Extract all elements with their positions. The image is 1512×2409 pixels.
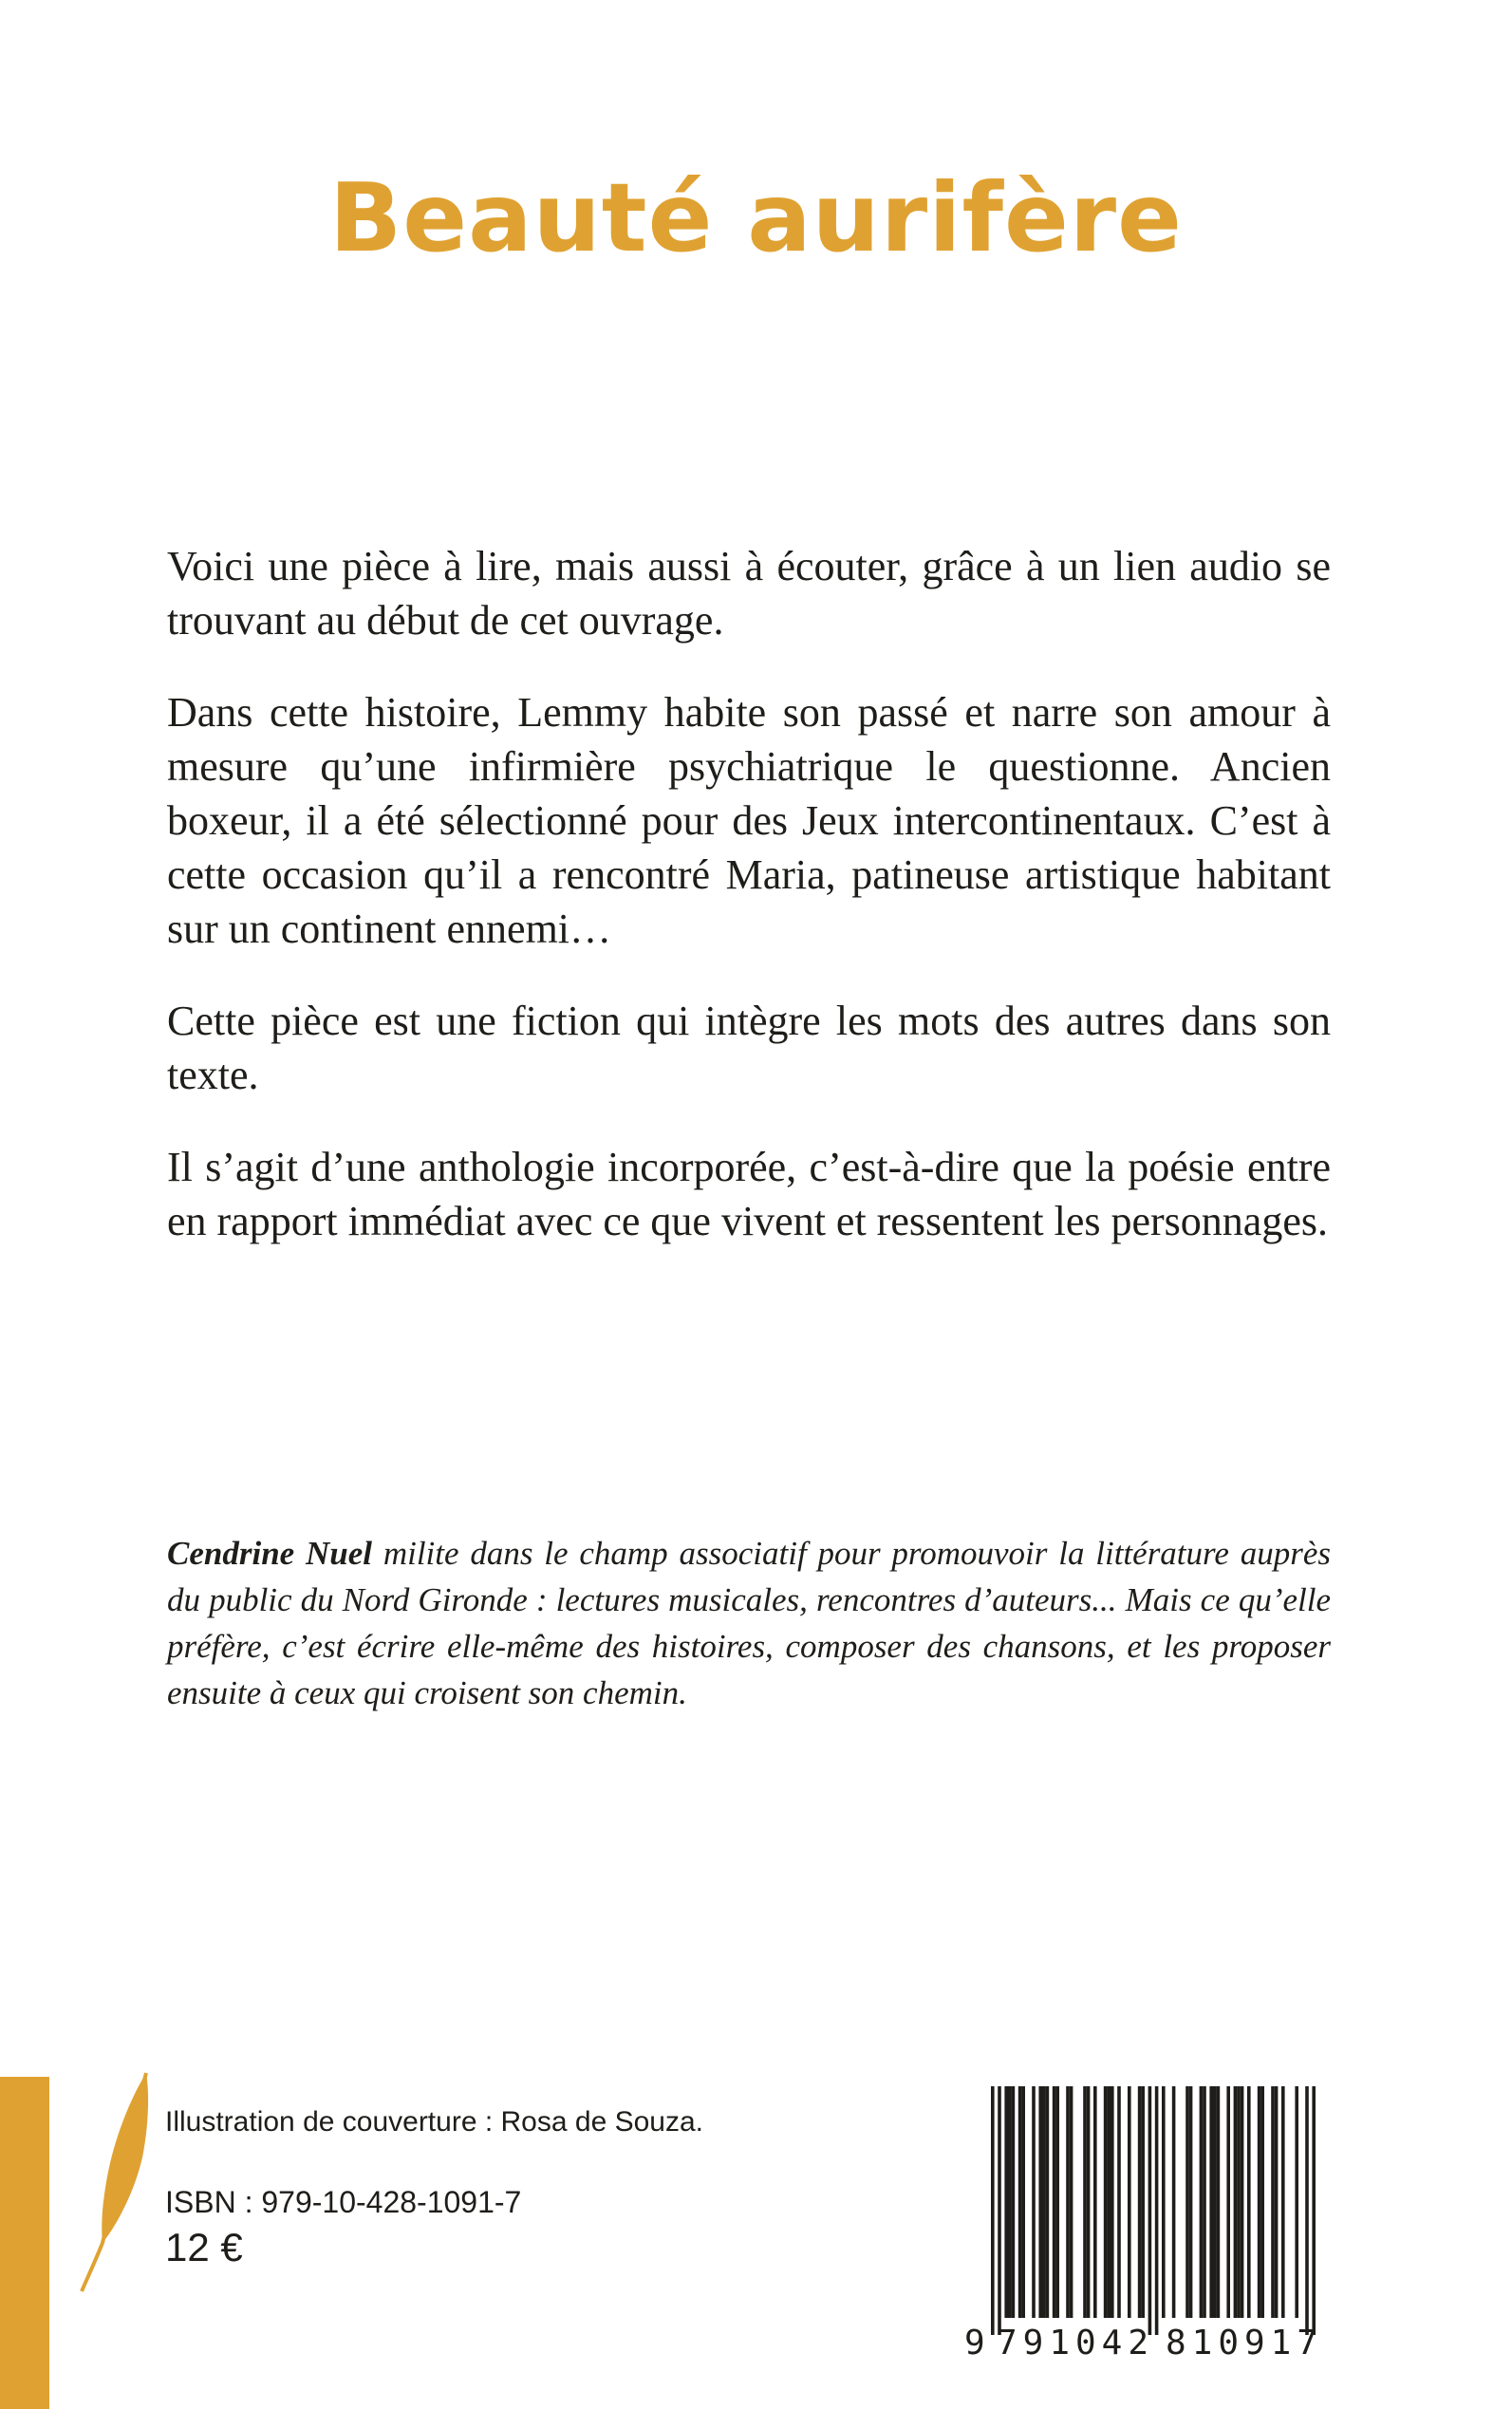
- author-bio-text: milite dans le champ associatif pour promouvoir la littérature auprès du public du Nord Gironde : lectures musicales, rencontres d’auteurs... Mais ce qu’elle préfère, c’est écrire elle-même des histoires, composer des chansons, et les proposer ensuite à ceux qui croisent son chemin.: [167, 1535, 1331, 1711]
- barcode-bar: [1312, 2086, 1316, 2335]
- barcode-first-digit: 9: [964, 2324, 985, 2362]
- barcode-bar: [1008, 2086, 1012, 2318]
- barcode-bar: [1053, 2086, 1056, 2318]
- price: 12 €: [165, 2225, 243, 2269]
- barcode: [959, 2086, 1338, 2362]
- blurb-paragraph: Voici une pièce à lire, mais aussi à écouter, grâce à un lien audio se trouvant au début de cet ouvrage.: [167, 543, 1331, 644]
- barcode-bar: [1148, 2086, 1152, 2335]
- barcode-bar: [1032, 2086, 1036, 2318]
- barcode-bar: [1018, 2086, 1022, 2318]
- barcode-bar: [1155, 2086, 1159, 2335]
- barcode-bar: [1271, 2086, 1275, 2318]
- barcode-bar: [1012, 2086, 1016, 2318]
- barcode-bar: [1038, 2086, 1042, 2318]
- illustration-credit: Illustration de couverture : Rosa de Souza.: [165, 2106, 703, 2138]
- barcode-bar: [1237, 2086, 1241, 2318]
- barcode-bar: [1107, 2086, 1111, 2318]
- barcode-bar: [1083, 2086, 1087, 2318]
- accent-bar: [0, 2077, 49, 2409]
- barcode-bar: [1185, 2086, 1189, 2318]
- barcode-bar: [1295, 2086, 1298, 2318]
- blurb-paragraph: Dans cette histoire, Lemmy habite son passé et narre son amour à mesure qu’une infirmière psychiatrique le questionne. Ancien boxeur, il a été sélectionné pour des Jeux intercontinentaux. C’est à cette occasion qu’il a rencontré Maria, patineuse artistique habitant sur un continent ennemi…: [167, 689, 1331, 952]
- barcode-right-digits: 810917: [1166, 2324, 1317, 2362]
- barcode-bar: [1104, 2086, 1108, 2318]
- barcode-bar: [1234, 2086, 1238, 2318]
- blurb-paragraph: Cette pièce est une fiction qui intègre les mots des autres dans son texte.: [167, 998, 1331, 1098]
- barcode-bar: [1093, 2086, 1097, 2318]
- barcode-bar: [1213, 2086, 1217, 2318]
- barcode-bar: [991, 2086, 995, 2335]
- feather-logo-icon: [80, 2067, 165, 2295]
- barcode-bar: [1021, 2086, 1025, 2318]
- barcode-bar: [1138, 2086, 1142, 2318]
- barcode-bar: [1241, 2086, 1244, 2318]
- barcode-bar: [1275, 2086, 1279, 2318]
- barcode-bar: [1128, 2086, 1131, 2318]
- barcode-bar: [1305, 2086, 1309, 2335]
- barcode-bar: [1247, 2086, 1251, 2318]
- barcode-bar: [1209, 2086, 1213, 2318]
- barcode-bar: [1070, 2086, 1073, 2318]
- blurb-paragraph: Il s’agit d’une anthologie incorporée, c’est-à-dire que la poésie entre en rapport immédiat avec ce que vivent et ressentent les personnages.: [167, 1144, 1331, 1244]
- barcode-bar: [1066, 2086, 1070, 2318]
- book-title: Beauté aurifère: [329, 162, 1183, 273]
- barcode-bar: [1162, 2086, 1166, 2318]
- barcode-bar: [1117, 2086, 1121, 2318]
- barcode-bar: [1087, 2086, 1091, 2318]
- barcode-bar: [1004, 2086, 1008, 2318]
- barcode-bar: [1042, 2086, 1046, 2318]
- author-bio: [167, 1530, 1331, 1716]
- barcode-bar: [1281, 2086, 1285, 2318]
- barcode-bar: [1189, 2086, 1193, 2318]
- barcode-bar: [998, 2086, 1001, 2335]
- barcode-bar: [1141, 2086, 1145, 2318]
- barcode-bar: [1046, 2086, 1050, 2318]
- barcode-bar: [1172, 2086, 1176, 2318]
- barcode-bars: [991, 2086, 1316, 2335]
- barcode-bar: [1260, 2086, 1264, 2318]
- author-name: Cendrine Nuel: [167, 1535, 373, 1572]
- blurb: [167, 539, 1331, 1286]
- barcode-left-digits: 791042: [997, 2324, 1148, 2362]
- barcode-bar: [1217, 2086, 1221, 2318]
- isbn: ISBN : 979-10-428-1091-7: [165, 2185, 522, 2219]
- barcode-bar: [1226, 2086, 1230, 2318]
- barcode-bar: [1055, 2086, 1059, 2318]
- barcode-bar: [1111, 2086, 1114, 2318]
- barcode-bar: [1258, 2086, 1261, 2318]
- barcode-bar: [1200, 2086, 1204, 2318]
- barcode-bar: [1203, 2086, 1206, 2318]
